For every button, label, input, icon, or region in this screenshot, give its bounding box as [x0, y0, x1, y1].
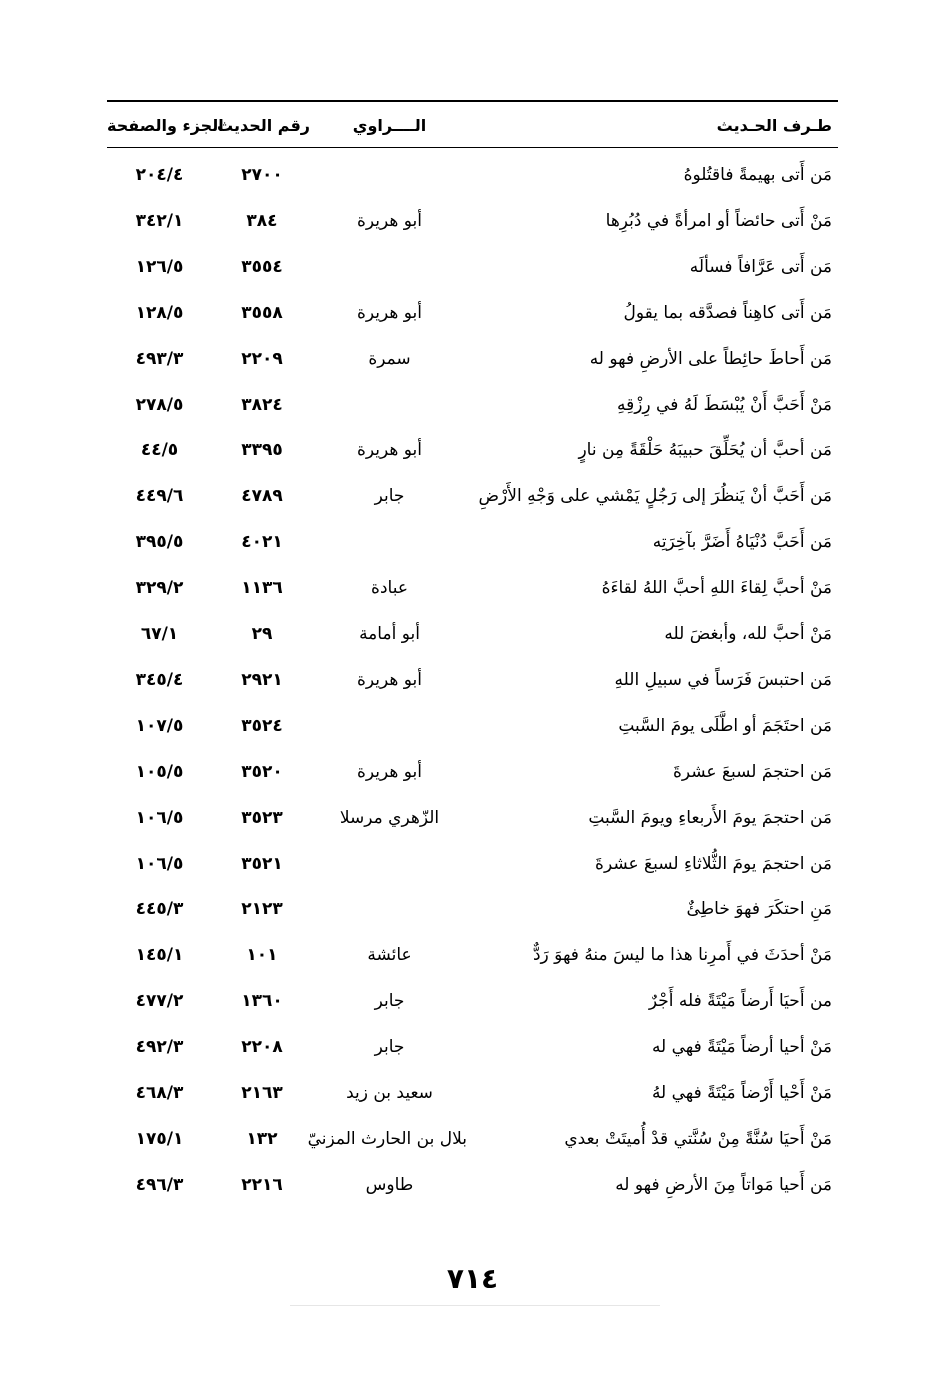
- hadith-number: ٣٨٢٤: [241, 394, 283, 415]
- hadith-rawi: طاوس: [365, 1174, 414, 1195]
- hadith-rawi: [312, 519, 467, 565]
- header-raqm: رقم الحديث: [217, 116, 311, 135]
- hadith-tarf: مَنْ أحيا أرضاً مَيْتَةً فهي له: [651, 1037, 832, 1058]
- hadith-tarf: مَن أَتى كاهِناً فصدَّقه بما يقولُ: [623, 302, 832, 323]
- hadith-rawi: جابر: [374, 486, 405, 507]
- volume-page: ١٤٥/١: [135, 945, 184, 966]
- hadith-number: ١٣٦٠: [241, 991, 283, 1012]
- table-row: [107, 703, 838, 749]
- hadith-rawi: أبو هريرة: [356, 210, 422, 231]
- table-row: [107, 382, 838, 428]
- hadith-rawi: [312, 841, 467, 887]
- hadith-rawi: بلال بن الحارث المزنيّ: [307, 1128, 467, 1149]
- hadith-rawi: سمرة: [368, 348, 411, 369]
- hadith-tarf: مَن احتجمَ يومَ الثُّلاثاءِ لسبعَ عشرةَ: [595, 853, 832, 874]
- hadith-tarf: مَنْ أحدَثَ في أَمرِنا هذا ما ليسَ منهُ فهوَ رَدٌّ: [532, 945, 832, 966]
- hadith-tarf: مَنْ أَحْيا أَرْضاً مَيْتَةً فهي لهُ: [651, 1083, 832, 1103]
- hadith-number: ١٠١: [246, 945, 278, 966]
- table-row: [107, 611, 838, 657]
- hadith-number: ٢٩: [251, 624, 273, 644]
- table-row: [107, 427, 838, 473]
- hadith-rawi: عائشة: [367, 945, 412, 966]
- hadith-number: ١٣٢: [246, 1128, 278, 1149]
- hadith-tarf: مَن أَحَبَّ دُنْيَاهُ أَضَرَّ بآخِرَتِه: [652, 532, 832, 553]
- volume-page: ٣٩٥/٥: [135, 532, 184, 553]
- hadith-number: ٣٥٥٨: [241, 302, 283, 323]
- table-header: [107, 104, 838, 148]
- volume-page: ٣٤٢/١: [135, 210, 184, 231]
- hadith-number: ٣٥٥٤: [241, 256, 283, 277]
- volume-page: ٤٩٣/٣: [135, 348, 184, 369]
- hadith-rawi: أبو هريرة: [356, 440, 422, 461]
- volume-page: ٤٤٥/٣: [135, 899, 184, 920]
- volume-page: ٤٤/٥: [140, 440, 179, 461]
- hadith-tarf: مَن احتجمَ لسبعَ عشرةَ: [672, 761, 832, 782]
- hadith-tarf: مَنِ احتكَرَ فهوَ خاطِئٌ: [686, 899, 832, 920]
- hadith-tarf: مَنْ أَحَبَّ أَنْ يُبْسَطَ لَهُ في رِزْقِهِ: [616, 394, 832, 415]
- table-row: [107, 198, 838, 244]
- hadith-number: ٣٥٢٣: [241, 807, 283, 828]
- hadith-number: ٤٠٢١: [241, 532, 283, 553]
- hadith-tarf: مَن أَحاطَ حائِطاً على الأرضِ فهو له: [589, 348, 832, 369]
- hadith-rawi: [312, 703, 467, 749]
- hadith-rawi: أبو هريرة: [356, 302, 422, 323]
- volume-page: ١٢٦/٥: [135, 256, 184, 277]
- table-row: [107, 749, 838, 795]
- volume-page: ١٠٧/٥: [135, 715, 184, 736]
- hadith-tarf: مَن أحبَّ أن يُحَلِّقَ حبيبَهُ حَلْقَةً مِن نارٍ: [578, 440, 832, 461]
- table-row: [107, 290, 838, 336]
- table-row: [107, 519, 838, 565]
- volume-page: ٤٩٢/٣: [135, 1037, 184, 1058]
- volume-page: ٣٢٩/٢: [135, 578, 184, 599]
- hadith-number: ٣٣٩٥: [241, 440, 283, 461]
- hadith-number: ٢١٢٣: [241, 899, 283, 920]
- table-row: [107, 152, 838, 198]
- hadith-number: ٢٢١٦: [241, 1174, 283, 1195]
- table-row: [107, 1162, 838, 1208]
- hadith-tarf: مَن أَتى عَرَّافاً فسألَه: [689, 256, 832, 277]
- hadith-tarf: مَنْ أحبَّ لله، وأبغضَ لله: [664, 624, 832, 644]
- volume-page: ٤٩٦/٣: [135, 1174, 184, 1195]
- volume-page: ١٠٦/٥: [135, 853, 184, 874]
- hadith-number: ٢٢٠٨: [241, 1037, 283, 1058]
- table-row: [107, 886, 838, 932]
- volume-page: ٤٧٧/٢: [135, 991, 184, 1012]
- hadith-rawi: عبادة: [371, 578, 408, 599]
- hadith-number: ٣٥٢١: [241, 853, 283, 874]
- table-row: [107, 1116, 838, 1162]
- table-row: [107, 841, 838, 887]
- hadith-number: ٢١٦٣: [241, 1083, 283, 1103]
- table-row: [107, 1070, 838, 1116]
- hadith-rawi: الزّهري مرسلا: [339, 807, 440, 828]
- page-number: ٧١٤: [446, 1262, 499, 1295]
- hadith-number: ٣٥٢٠: [241, 761, 283, 782]
- table-row: [107, 932, 838, 978]
- table-row: [107, 565, 838, 611]
- table-row: [107, 795, 838, 841]
- hadith-number: ٢٧٠٠: [241, 165, 283, 185]
- header-juz: الجزء والصفحة: [107, 116, 224, 135]
- volume-page: ١٢٨/٥: [135, 302, 184, 323]
- hadith-tarf: مَنْ أحبَّ لِقاءَ اللهِ أحبَّ اللهُ لقاءَهُ: [601, 578, 832, 599]
- hadith-number: ٣٥٢٤: [241, 715, 283, 736]
- volume-page: ٦٧/١: [140, 624, 179, 644]
- volume-page: ١٧٥/١: [135, 1128, 184, 1149]
- hadith-rawi: جابر: [374, 1037, 405, 1058]
- hadith-rawi: أبو هريرة: [356, 669, 422, 690]
- volume-page: ٢٧٨/٥: [135, 394, 184, 415]
- volume-page: ٤٦٨/٣: [135, 1083, 184, 1103]
- volume-page: ٢٠٤/٤: [135, 165, 184, 185]
- volume-page: ٤٤٩/٦: [135, 486, 184, 507]
- table-row: [107, 657, 838, 703]
- hadith-rawi: سعيد بن زيد: [346, 1083, 433, 1103]
- volume-page: ١٠٥/٥: [135, 761, 184, 782]
- table-row: [107, 473, 838, 519]
- hadith-tarf: مَنْ أَتى حائضاً أو امرأةً في دُبُرِها: [605, 210, 832, 231]
- hadith-tarf: مَن احتبسَ فَرَساً في سبيلِ اللهِ: [614, 669, 832, 690]
- hadith-rawi: جابر: [374, 991, 405, 1012]
- header-rule: [107, 147, 838, 148]
- hadith-rawi: [312, 152, 467, 198]
- volume-page: ١٠٦/٥: [135, 807, 184, 828]
- hadith-rawi: [312, 886, 467, 932]
- hadith-tarf: مَن أَحَبَّ أنْ يَنظُرَ إلى رَجُلٍ يَمْشي على وَجْهِ الأَرْضِ: [478, 486, 832, 507]
- hadith-rawi: [312, 382, 467, 428]
- hadith-tarf: مَنْ أَحيَا سُنَّةً مِنْ سُنَّتي قدْ أُميتَتْ بعدي: [564, 1128, 832, 1149]
- hadith-number: ١١٣٦: [241, 578, 283, 599]
- hadith-tarf: مَن احتَجَمَ أو اطَّلَى يومَ السَّبتِ: [618, 715, 832, 736]
- hadith-tarf: مَن أَتى بهيمةً فاقتُلوهُ: [683, 165, 832, 185]
- header-rawi: الــــراوي: [352, 116, 427, 135]
- hadith-tarf: مَن أَحيا مَواتاً مِنَ الأرضِ فهو له: [615, 1174, 832, 1195]
- hadith-tarf: من أَحيَا أَرضاً مَيْتَةً فله أَجْرٌ: [648, 991, 832, 1012]
- hadith-rawi: [312, 244, 467, 290]
- table-row: [107, 1024, 838, 1070]
- top-rule: [107, 100, 838, 102]
- hadith-number: ٢٢٠٩: [241, 348, 283, 369]
- hadith-tarf: مَن احتجمَ يومَ الأَربعاءِ ويومَ السَّبتِ: [588, 807, 832, 828]
- table-row: [107, 244, 838, 290]
- hadith-rawi: أبو أمامة: [359, 624, 420, 644]
- scan-edge-line: [290, 1305, 660, 1306]
- table-row: [107, 336, 838, 382]
- hadith-number: ٣٨٤: [246, 210, 278, 231]
- hadith-number: ٢٩٢١: [241, 669, 283, 690]
- volume-page: ٣٤٥/٤: [135, 669, 184, 690]
- hadith-number: ٤٧٨٩: [241, 486, 283, 507]
- hadith-rawi: أبو هريرة: [356, 761, 422, 782]
- table-row: [107, 978, 838, 1024]
- header-tarf: طـرف الحـديث: [716, 116, 832, 135]
